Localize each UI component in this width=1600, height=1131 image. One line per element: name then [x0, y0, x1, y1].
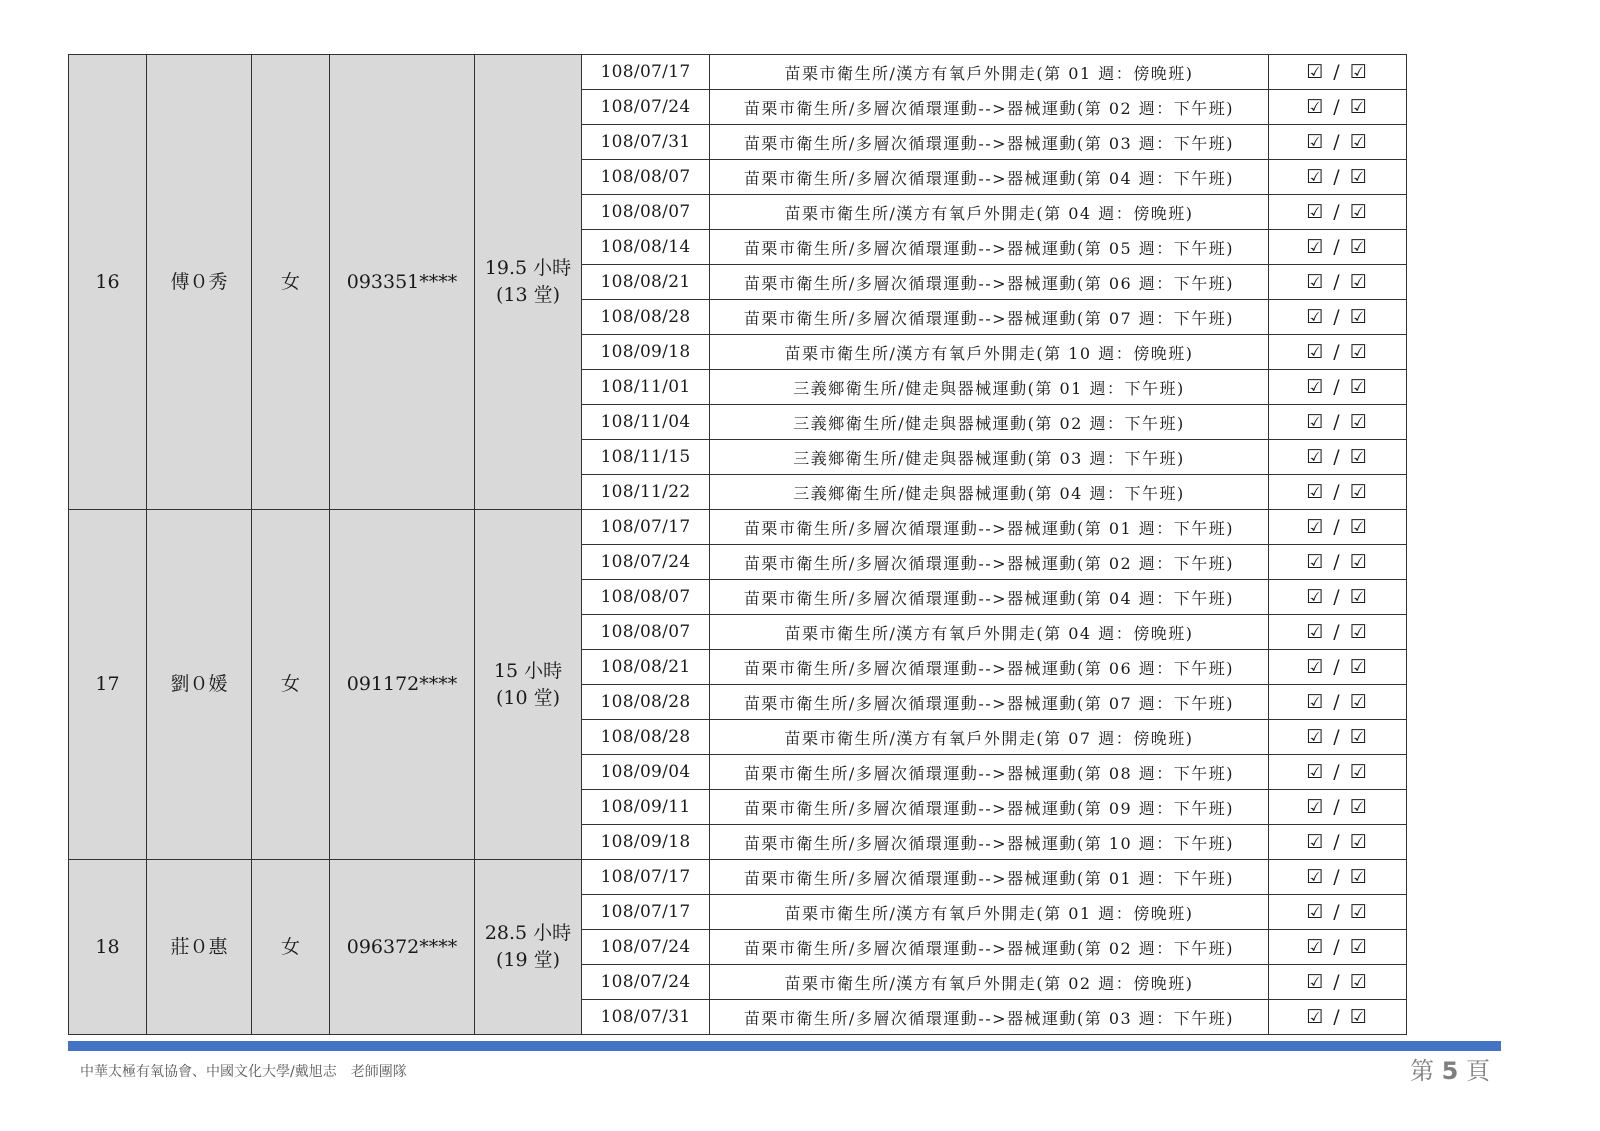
course-name: 苗栗市衛生所/多層次循環運動-->器械運動(第 09 週：下午班)	[710, 790, 1269, 825]
participant-phone: 091172****	[330, 510, 475, 860]
participant-hours	[475, 55, 582, 510]
participant-name: 劉０媛	[147, 510, 252, 860]
table-row	[69, 510, 1407, 545]
session-date: 108/08/14	[582, 230, 710, 265]
course-name: 苗栗市衛生所/多層次循環運動-->器械運動(第 02 週：下午班)	[710, 90, 1269, 125]
session-date: 108/08/28	[582, 720, 710, 755]
attendance-check: ☑ / ☑	[1269, 965, 1407, 1000]
course-name: 苗栗市衛生所/多層次循環運動-->器械運動(第 07 週：下午班)	[710, 300, 1269, 335]
participant-number: 17	[69, 510, 147, 860]
course-name: 苗栗市衛生所/多層次循環運動-->器械運動(第 05 週：下午班)	[710, 230, 1269, 265]
attendance-check: ☑ / ☑	[1269, 685, 1407, 720]
footer-divider	[68, 1041, 1501, 1051]
attendance-check: ☑ / ☑	[1269, 265, 1407, 300]
table-row	[69, 55, 1407, 90]
session-date: 108/08/07	[582, 160, 710, 195]
course-name: 三義鄉衛生所/健走與器械運動(第 04 週：下午班)	[710, 475, 1269, 510]
course-name: 苗栗市衛生所/多層次循環運動-->器械運動(第 07 週：下午班)	[710, 685, 1269, 720]
course-name: 苗栗市衛生所/多層次循環運動-->器械運動(第 04 週：下午班)	[710, 580, 1269, 615]
participant-phone: 093351****	[330, 55, 475, 510]
course-name: 苗栗市衛生所/多層次循環運動-->器械運動(第 01 週：下午班)	[710, 510, 1269, 545]
session-date: 108/08/21	[582, 650, 710, 685]
session-date: 108/11/22	[582, 475, 710, 510]
hours-total: 28.5 小時	[484, 922, 572, 944]
session-date: 108/08/21	[582, 265, 710, 300]
participant-gender: 女	[252, 860, 330, 1035]
attendance-check: ☑ / ☑	[1269, 930, 1407, 965]
participant-hours	[475, 510, 582, 860]
attendance-check: ☑ / ☑	[1269, 580, 1407, 615]
course-name: 苗栗市衛生所/多層次循環運動-->器械運動(第 04 週：下午班)	[710, 160, 1269, 195]
attendance-check: ☑ / ☑	[1269, 1000, 1407, 1035]
attendance-check: ☑ / ☑	[1269, 545, 1407, 580]
course-name: 苗栗市衛生所/漢方有氧戶外開走(第 01 週：傍晚班)	[710, 895, 1269, 930]
course-name: 三義鄉衛生所/健走與器械運動(第 03 週：下午班)	[710, 440, 1269, 475]
course-name: 苗栗市衛生所/多層次循環運動-->器械運動(第 08 週：下午班)	[710, 755, 1269, 790]
session-date: 108/08/07	[582, 195, 710, 230]
attendance-check: ☑ / ☑	[1269, 720, 1407, 755]
course-name: 苗栗市衛生所/多層次循環運動-->器械運動(第 06 週：下午班)	[710, 650, 1269, 685]
attendance-check: ☑ / ☑	[1269, 860, 1407, 895]
attendance-check: ☑ / ☑	[1269, 230, 1407, 265]
session-date: 108/08/28	[582, 300, 710, 335]
table-row	[69, 860, 1407, 895]
page-number	[1410, 1051, 1490, 1086]
session-date: 108/07/17	[582, 860, 710, 895]
attendance-check: ☑ / ☑	[1269, 300, 1407, 335]
course-name: 苗栗市衛生所/多層次循環運動-->器械運動(第 03 週：下午班)	[710, 125, 1269, 160]
attendance-check: ☑ / ☑	[1269, 615, 1407, 650]
session-date: 108/07/24	[582, 930, 710, 965]
session-date: 108/09/18	[582, 825, 710, 860]
session-date: 108/09/04	[582, 755, 710, 790]
course-name: 苗栗市衛生所/多層次循環運動-->器械運動(第 10 週：下午班)	[710, 825, 1269, 860]
course-name: 苗栗市衛生所/漢方有氧戶外開走(第 07 週：傍晚班)	[710, 720, 1269, 755]
session-date: 108/11/15	[582, 440, 710, 475]
course-name: 三義鄉衛生所/健走與器械運動(第 02 週：下午班)	[710, 405, 1269, 440]
participant-number: 18	[69, 860, 147, 1035]
attendance-check: ☑ / ☑	[1269, 125, 1407, 160]
session-date: 108/08/07	[582, 580, 710, 615]
hours-total: 15 小時	[493, 659, 563, 682]
course-name: 三義鄉衛生所/健走與器械運動(第 01 週：下午班)	[710, 370, 1269, 405]
course-name: 苗栗市衛生所/多層次循環運動-->器械運動(第 02 週：下午班)	[710, 930, 1269, 965]
course-name: 苗栗市衛生所/漢方有氧戶外開走(第 04 週：傍晚班)	[710, 195, 1269, 230]
session-date: 108/07/17	[582, 55, 710, 90]
attendance-check: ☑ / ☑	[1269, 790, 1407, 825]
footer-organization: 中華太極有氧協會、中國文化大學/戴旭志 老師團隊	[80, 1064, 407, 1080]
attendance-check: ☑ / ☑	[1269, 440, 1407, 475]
attendance-check: ☑ / ☑	[1269, 475, 1407, 510]
participant-name: 傅０秀	[147, 55, 252, 510]
session-date: 108/11/01	[582, 370, 710, 405]
participant-number: 16	[69, 55, 147, 510]
course-name: 苗栗市衛生所/漢方有氧戶外開走(第 04 週：傍晚班)	[710, 615, 1269, 650]
participant-hours	[475, 860, 582, 1035]
participant-phone: 096372****	[330, 860, 475, 1035]
course-name: 苗栗市衛生所/多層次循環運動-->器械運動(第 02 週：下午班)	[710, 545, 1269, 580]
session-date: 108/07/31	[582, 1000, 710, 1035]
page-number-value: 5	[1441, 1057, 1459, 1085]
session-date: 108/08/28	[582, 685, 710, 720]
page-number-prefix: 第	[1410, 1057, 1435, 1085]
attendance-check: ☑ / ☑	[1269, 650, 1407, 685]
sessions-count: (13 堂)	[495, 284, 561, 306]
session-date: 108/07/24	[582, 965, 710, 1000]
session-date: 108/07/31	[582, 125, 710, 160]
attendance-check: ☑ / ☑	[1269, 195, 1407, 230]
session-date: 108/09/11	[582, 790, 710, 825]
attendance-check: ☑ / ☑	[1269, 825, 1407, 860]
session-date: 108/07/17	[582, 895, 710, 930]
attendance-check: ☑ / ☑	[1269, 405, 1407, 440]
attendance-check: ☑ / ☑	[1269, 55, 1407, 90]
sessions-count: (10 堂)	[495, 686, 561, 709]
session-date: 108/08/07	[582, 615, 710, 650]
session-date: 108/07/24	[582, 545, 710, 580]
attendance-check: ☑ / ☑	[1269, 160, 1407, 195]
attendance-check: ☑ / ☑	[1269, 510, 1407, 545]
course-name: 苗栗市衛生所/漢方有氧戶外開走(第 01 週：傍晚班)	[710, 55, 1269, 90]
course-name: 苗栗市衛生所/多層次循環運動-->器械運動(第 01 週：下午班)	[710, 860, 1269, 895]
session-date: 108/09/18	[582, 335, 710, 370]
page-number-suffix: 頁	[1466, 1057, 1490, 1085]
participant-gender: 女	[252, 55, 330, 510]
session-date: 108/11/04	[582, 405, 710, 440]
attendance-table-body	[69, 55, 1407, 1035]
course-name: 苗栗市衛生所/多層次循環運動-->器械運動(第 03 週：下午班)	[710, 1000, 1269, 1035]
attendance-check: ☑ / ☑	[1269, 370, 1407, 405]
attendance-check: ☑ / ☑	[1269, 90, 1407, 125]
course-name: 苗栗市衛生所/多層次循環運動-->器械運動(第 06 週：下午班)	[710, 265, 1269, 300]
attendance-check: ☑ / ☑	[1269, 335, 1407, 370]
session-date: 108/07/17	[582, 510, 710, 545]
sessions-count: (19 堂)	[495, 949, 561, 971]
attendance-check: ☑ / ☑	[1269, 895, 1407, 930]
course-name: 苗栗市衛生所/漢方有氧戶外開走(第 10 週：傍晚班)	[710, 335, 1269, 370]
attendance-check: ☑ / ☑	[1269, 755, 1407, 790]
session-date: 108/07/24	[582, 90, 710, 125]
hours-total: 19.5 小時	[484, 257, 572, 279]
course-name: 苗栗市衛生所/漢方有氧戶外開走(第 02 週：傍晚班)	[710, 965, 1269, 1000]
participant-name: 莊０惠	[147, 860, 252, 1035]
attendance-table	[68, 54, 1407, 1035]
participant-gender: 女	[252, 510, 330, 860]
